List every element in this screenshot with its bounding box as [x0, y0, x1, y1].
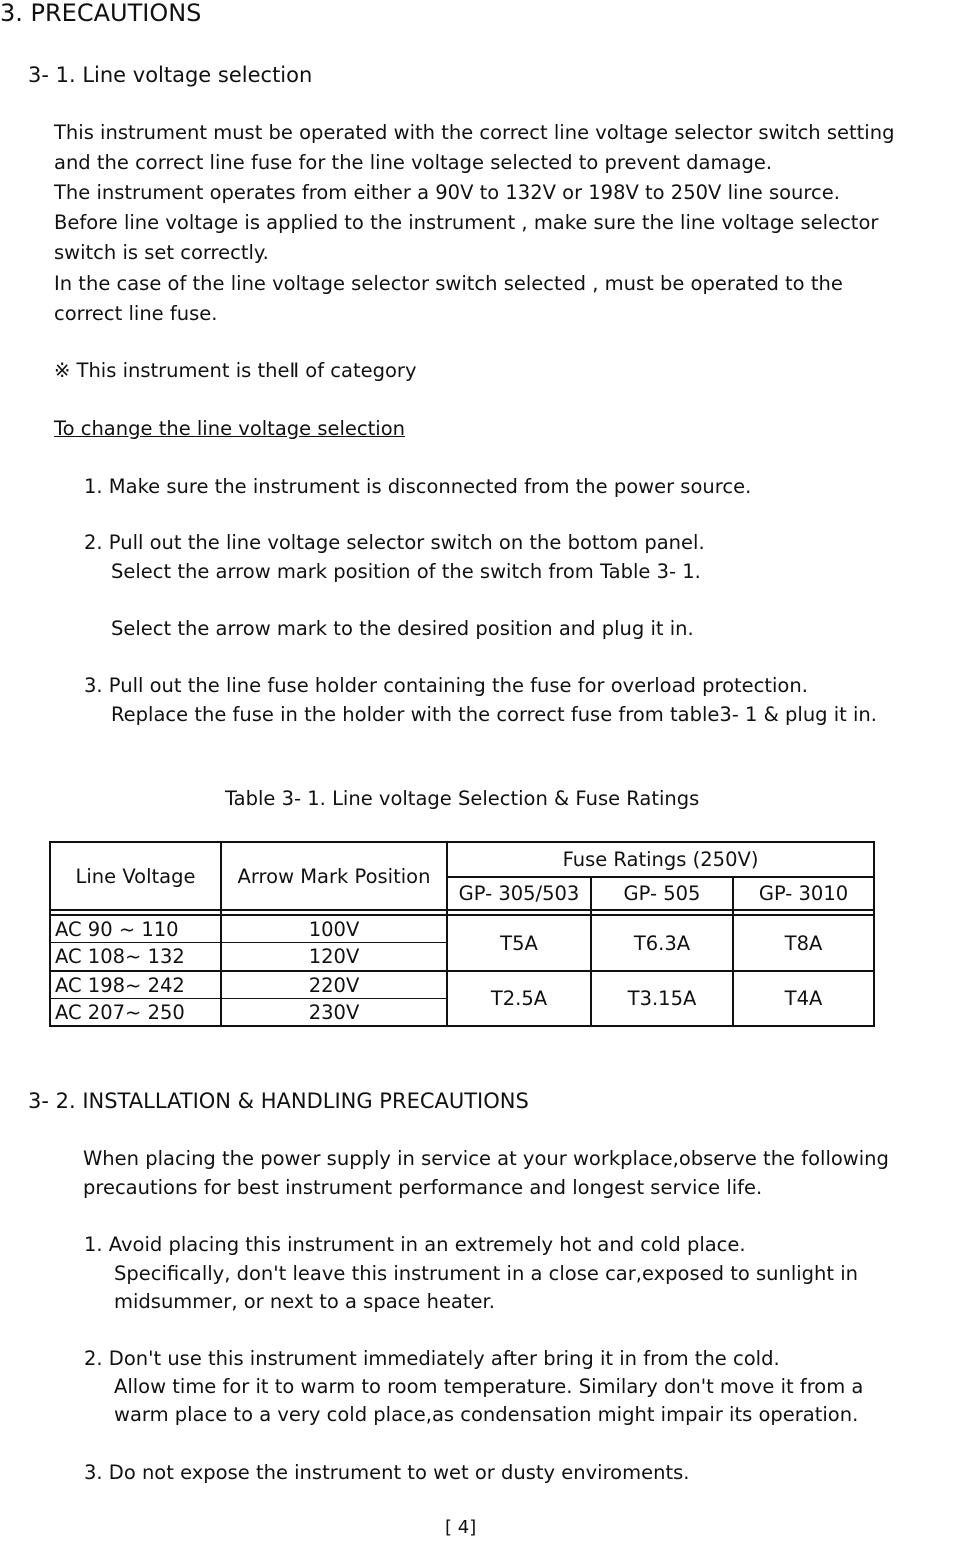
cell-arrow-mark: 230V	[308, 1000, 360, 1024]
precaution-item: 1. Avoid placing this instrument in an extremely hot and cold place.	[84, 1233, 746, 1256]
step-item: 3. Pull out the line fuse holder containing the fuse for overload protection.	[84, 674, 808, 697]
cell-arrow-mark: 100V	[308, 917, 360, 941]
cell-fuse-rating: T2.5A	[490, 987, 548, 1010]
intro-line: In the case of the line voltage selector switch selected , must be operated to the	[54, 272, 843, 295]
table-caption: Table 3- 1. Line voltage Selection & Fuse Ratings	[225, 787, 700, 810]
header-fuse-ratings: Fuse Ratings (250V)	[562, 848, 759, 871]
intro-line: This instrument must be operated with the correct line voltage selector switch setting	[54, 121, 895, 144]
intro-line: The instrument operates from either a 90V to 132V or 198V to 250V line source.	[54, 181, 840, 204]
page-title: 3. PRECAUTIONS	[0, 0, 202, 27]
header-model: GP- 3010	[758, 882, 849, 905]
header-arrow-mark-position: Arrow Mark Position	[237, 864, 431, 888]
change-procedure-heading: To change the line voltage selection	[54, 417, 405, 440]
cell-arrow-mark: 220V	[308, 973, 360, 997]
cell-line-voltage: AC 108~ 132	[55, 945, 185, 968]
precaution-detail: Allow time for it to warm to room temperature. Similary don't move it from a	[114, 1375, 864, 1398]
cell-fuse-rating: T8A	[784, 931, 823, 955]
cell-fuse-rating: T4A	[784, 987, 823, 1010]
subsection-title-installation: 3- 2. INSTALLATION & HANDLING PRECAUTIONS	[28, 1089, 529, 1113]
intro-line: When placing the power supply in service at your workplace,observe the following	[83, 1147, 889, 1170]
precaution-detail: midsummer, or next to a space heater.	[114, 1290, 495, 1313]
precaution-item: 3. Do not expose the instrument to wet or dusty enviroments.	[84, 1461, 690, 1484]
subsection-title-line-voltage: 3- 1. Line voltage selection	[28, 63, 313, 87]
step-detail: Select the arrow mark to the desired position and plug it in.	[111, 617, 694, 640]
cell-line-voltage: AC 90 ~ 110	[55, 917, 179, 941]
intro-line: correct line fuse.	[54, 302, 218, 325]
cell-line-voltage: AC 198~ 242	[55, 973, 185, 997]
step-detail: Select the arrow mark position of the switch from Table 3- 1.	[111, 560, 701, 583]
intro-line: switch is set correctly.	[54, 241, 269, 264]
intro-line: and the correct line fuse for the line voltage selected to prevent damage.	[54, 151, 773, 174]
header-model: GP- 505	[623, 882, 701, 905]
intro-line: precautions for best instrument performance and longest service life.	[83, 1176, 763, 1199]
precaution-item: 2. Don't use this instrument immediately after bring it in from the cold.	[84, 1347, 780, 1370]
header-model: GP- 305/503	[458, 882, 580, 905]
step-item: 1. Make sure the instrument is disconnected from the power source.	[84, 475, 752, 498]
step-detail: Replace the fuse in the holder with the correct fuse from table3- 1 & plug it in.	[111, 703, 877, 726]
cell-fuse-rating: T5A	[500, 931, 538, 955]
cell-fuse-rating: T3.15A	[627, 987, 697, 1010]
page-number: [ 4]	[445, 1517, 477, 1538]
step-item: 2. Pull out the line voltage selector switch on the bottom panel.	[84, 531, 705, 554]
header-line-voltage: Line Voltage	[75, 864, 196, 888]
intro-line: Before line voltage is applied to the instrument , make sure the line voltage selector	[54, 211, 879, 234]
precaution-detail: warm place to a very cold place,as condensation might impair its operation.	[114, 1403, 859, 1426]
precaution-detail: Specifically, don't leave this instrument in a close car,exposed to sunlight in	[114, 1262, 859, 1285]
cell-arrow-mark: 120V	[308, 945, 360, 968]
category-note: ※ This instrument is theⅡ of category	[54, 359, 417, 382]
voltage-fuse-table	[49, 841, 875, 1027]
cell-line-voltage: AC 207~ 250	[55, 1000, 185, 1024]
cell-fuse-rating: T6.3A	[633, 931, 691, 955]
